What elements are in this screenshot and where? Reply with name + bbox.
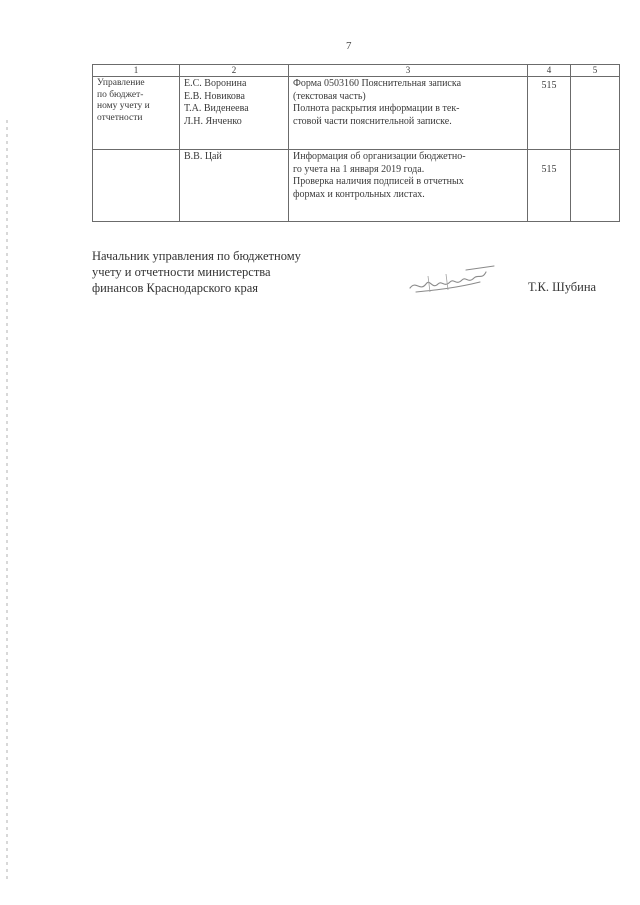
column-header-5: 5 (571, 65, 620, 77)
column-header-4: 4 (528, 65, 571, 77)
department-line: по бюджет- (97, 89, 144, 100)
column-5-cell (571, 150, 620, 222)
column-header-2: 2 (180, 65, 289, 77)
table-row (93, 77, 620, 150)
info-line: стовой части пояснительной записке. (293, 115, 452, 127)
signature-title-line: учету и отчетности министерства (92, 265, 271, 279)
form-code-cell: 515 (528, 150, 571, 222)
responsible-name: Е.С. Воронина (184, 78, 247, 89)
signature-title-line: финансов Краснодарского края (92, 281, 259, 295)
information-cell (289, 77, 528, 150)
document-table (92, 64, 620, 222)
responsible-name: В.В. Цай (184, 151, 222, 162)
handwritten-signature (406, 262, 498, 298)
column-5-cell (571, 77, 620, 150)
info-line: Информация об организации бюджетно- (293, 151, 466, 162)
info-line: (текстовая часть) (293, 90, 366, 102)
column-header-1: 1 (93, 65, 180, 77)
responsible-name: Е.В. Новикова (184, 90, 245, 102)
info-line: Форма 0503160 Пояснительная записка (293, 78, 462, 89)
column-header-3: 3 (289, 65, 528, 77)
information-cell (289, 150, 528, 222)
department-line: ному учету и (97, 101, 150, 111)
info-line: Проверка наличия подписей в отчетных (293, 176, 464, 187)
department-line: отчетности (97, 112, 143, 123)
info-line: Полнота раскрытия информации в тек- (293, 103, 460, 114)
page-number: 7 (346, 40, 352, 52)
signature-title-block (92, 248, 301, 296)
department-cell (93, 77, 180, 150)
scan-edge-artifact (6, 120, 8, 880)
info-line: го учета на 1 января 2019 года. (293, 163, 425, 175)
responsible-name: Т.А. Виденеева (184, 103, 249, 114)
signatory-name: Т.К. Шубина (528, 280, 597, 294)
table-row (93, 150, 620, 222)
responsible-name: Л.Н. Янченко (184, 115, 242, 127)
signature-title-line: Начальник управления по бюджетному (92, 249, 301, 263)
responsible-names-cell (180, 150, 289, 222)
department-line: Управление (97, 78, 145, 88)
form-code-cell: 515 (528, 77, 571, 150)
table-header-row (93, 65, 620, 77)
responsible-names-cell (180, 77, 289, 150)
department-cell (93, 150, 180, 222)
info-line: формах и контрольных листах. (293, 188, 425, 200)
